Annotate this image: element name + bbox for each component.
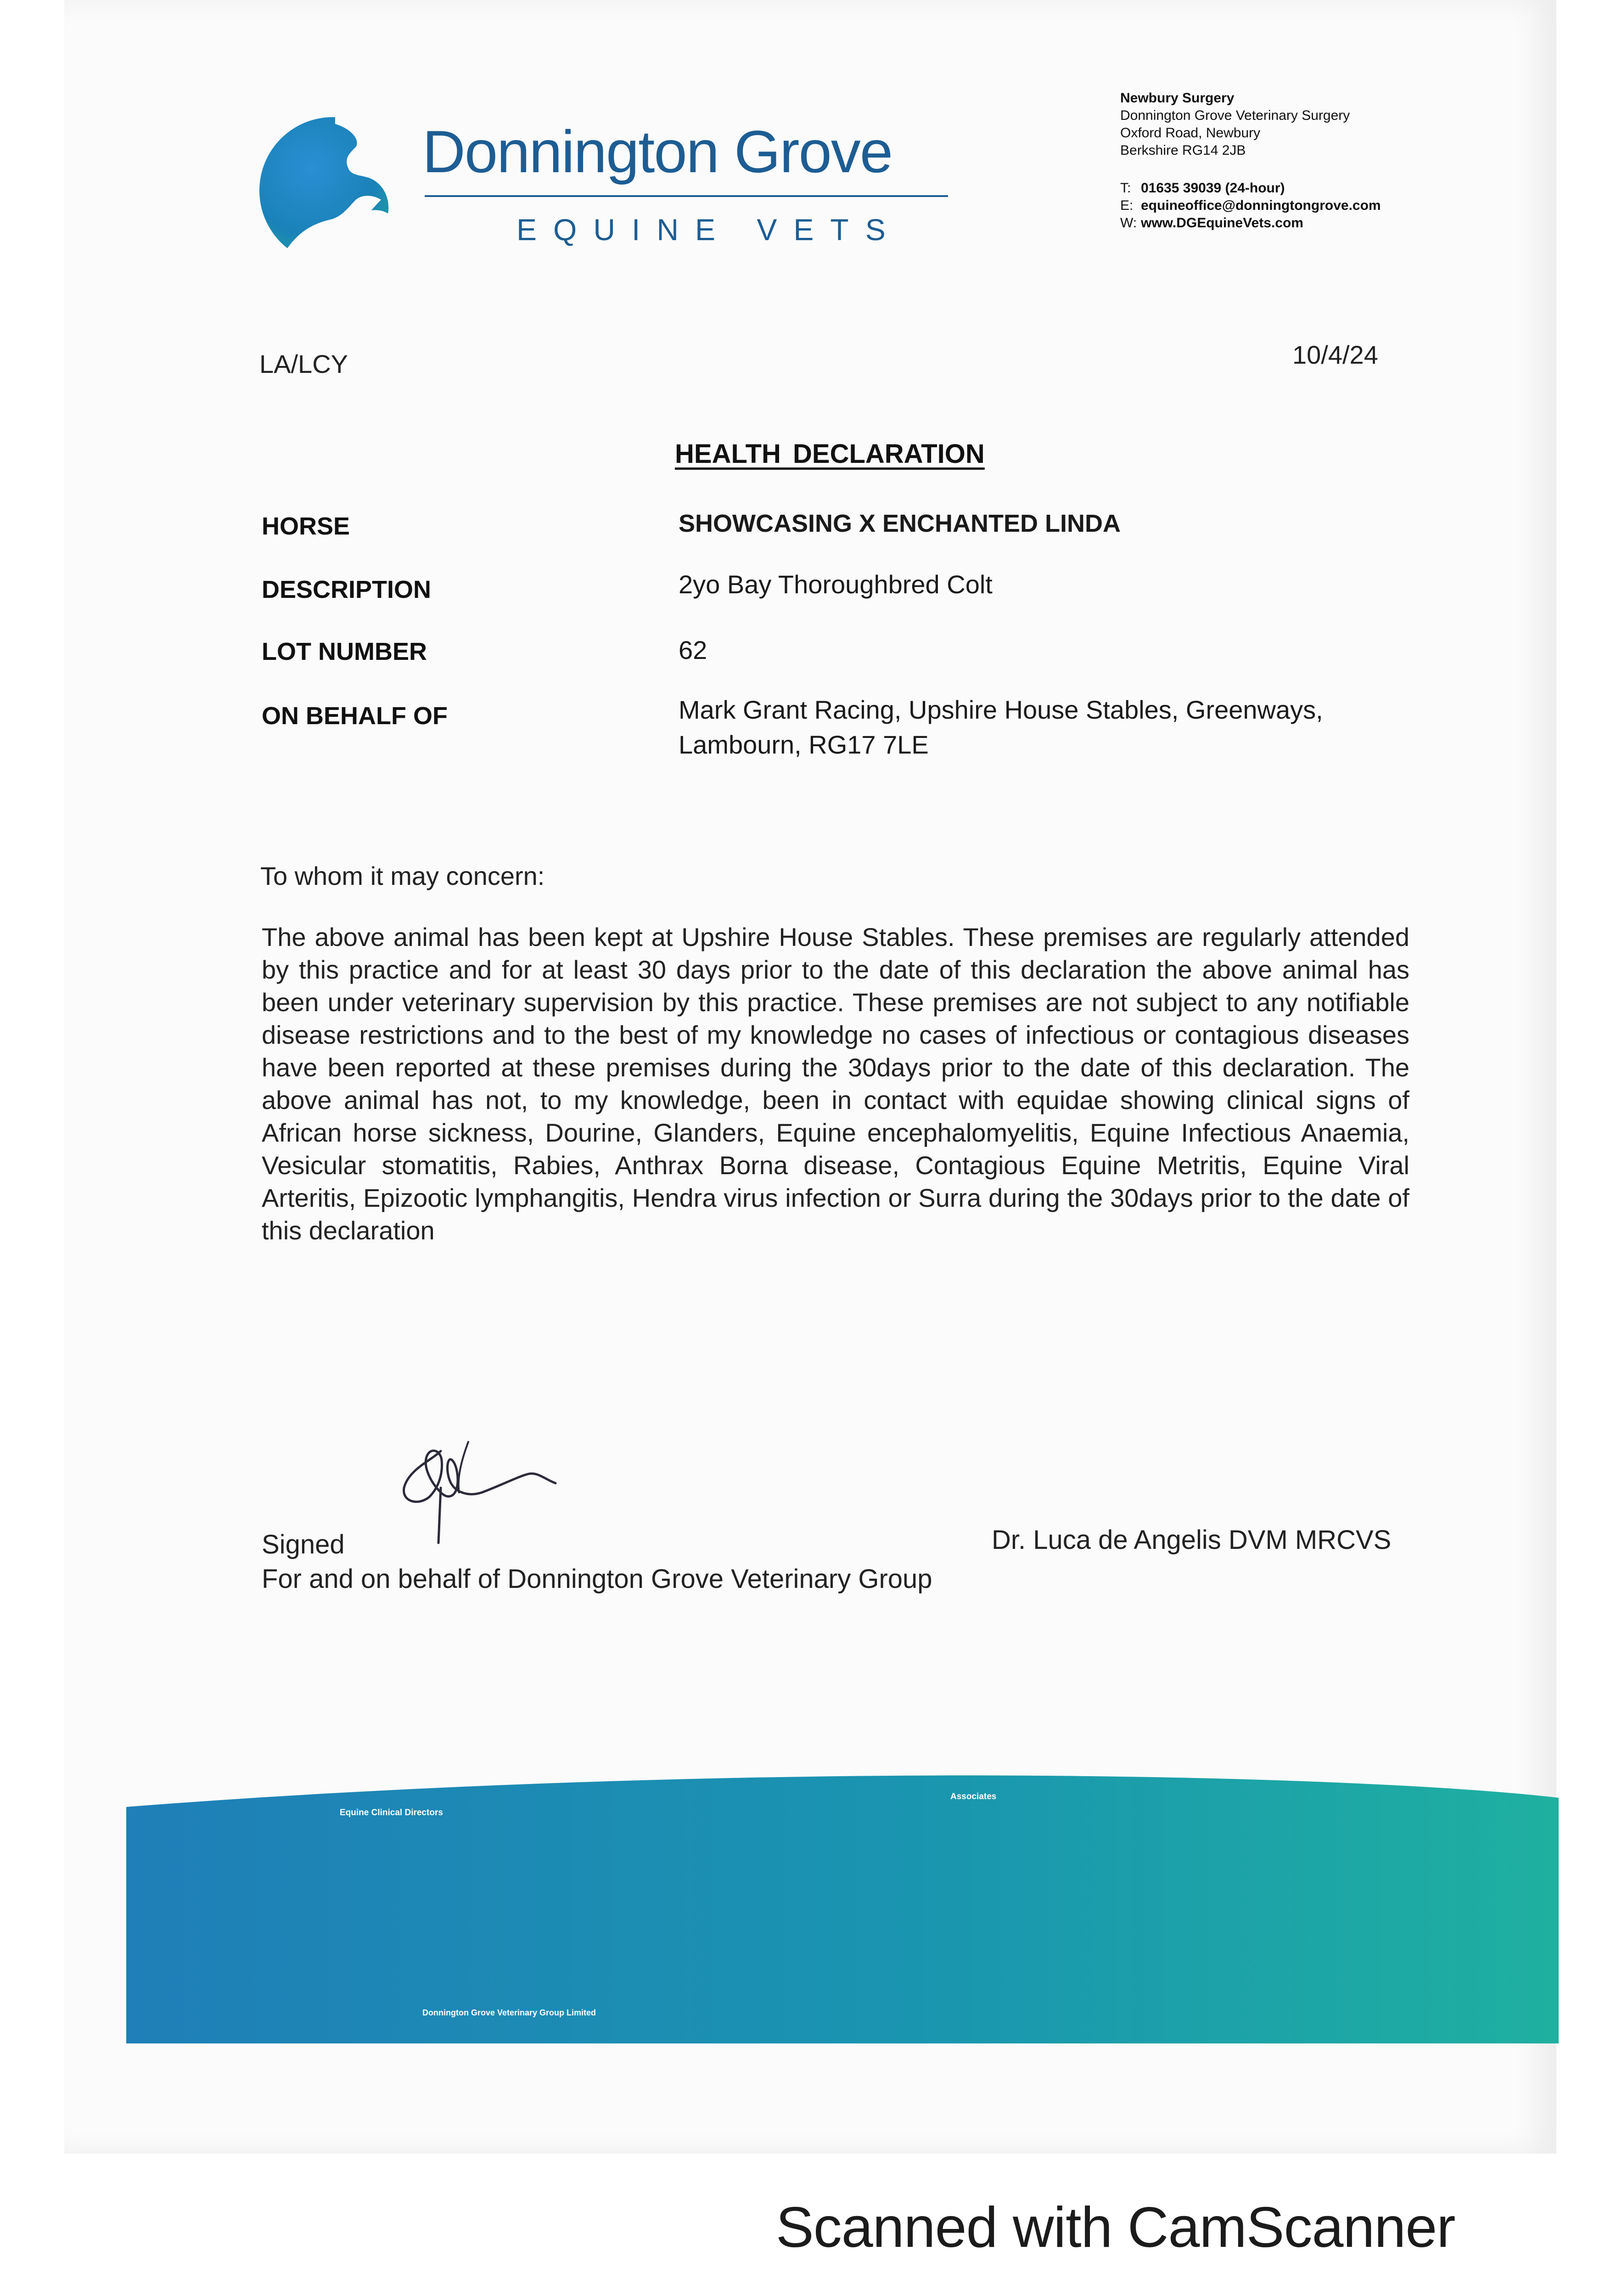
reference-code: LA/LCY [259,349,348,378]
contact-block [1120,90,1533,232]
contact-web[interactable]: www.DGEquineVets.com [1141,215,1303,231]
contact-phone-row [1120,180,1533,197]
signatory-name: Dr. Luca de Angelis DVM MRCVS [992,1525,1392,1555]
horse-head-logo-icon [257,115,409,266]
contact-practice: Donnington Grove Veterinary Surgery [1120,108,1350,123]
document-title: HEALTH DECLARATION [675,439,985,469]
contact-phone[interactable]: 01635 39039 (24-hour) [1141,180,1285,196]
scanner-watermark: Scanned with CamScanner [776,2196,1455,2259]
contact-email[interactable]: equineoffice@donningtongrove.com [1141,198,1381,213]
field-label-horse: HORSE [262,512,350,540]
footer-directors [340,1807,845,1818]
brand-name: Donnington Grove [422,118,892,185]
footer-associates-heading: Associates [950,1792,997,1801]
on-behalf-line: For and on behalf of Donnington Grove Veterinary Group [262,1564,932,1594]
brand-divider [425,195,948,197]
field-value-horse: SHOWCASING X ENCHANTED LINDA [679,510,1121,537]
web-label: W: [1120,215,1137,231]
document-date: 10/4/24 [1292,340,1378,369]
field-label-on-behalf-of: ON BEHALF OF [262,702,448,730]
field-value-lot-number: 62 [679,636,707,664]
contact-county: Berkshire RG14 2JB [1120,143,1246,158]
declaration-body: The above animal has been kept at Upshire House Stables. These premises are regularly attended by this practice and for at least 30 days prior to the date of this declaration the above animal has been under veterinary supervision by this practice. These premises are not subject to any notifiable disease restrictions and to the best of my knowledge no cases of infectious or contagious diseases have been reported at these premises during the 30days prior to the date of this declaration. The above animal has not, to my knowledge, been in contact with equidae showing clinical signs of African horse sickness, Dourine, Glanders, Equine encephalomyelitis, Equine Infectious Anaemia, Vesicular stomatitis, Rabies, Anthrax Borna disease, Contagious Equine Metritis, Equine Viral Arteritis, Epizootic lymphangitis, Hendra virus infection or Surra during the 30days prior to the date of this declaration [262,923,1409,1245]
footer-associates [950,1791,1364,1802]
field-label-lot-number: LOT NUMBER [262,638,427,665]
salutation: To whom it may concern: [260,861,545,890]
signed-label: Signed [262,1530,345,1559]
email-label: E: [1120,198,1134,213]
handwritten-signature-icon [363,1433,574,1552]
contact-email-row [1120,197,1533,214]
contact-web-row [1120,214,1533,232]
field-value-description: 2yo Bay Thoroughbred Colt [679,570,993,599]
contact-road: Oxford Road, Newbury [1120,125,1261,141]
phone-label: T: [1120,180,1131,196]
field-value-on-behalf-of-line2: Lambourn, RG17 7LE [679,730,929,759]
field-label-description: DESCRIPTION [262,576,432,603]
footer-legal [422,2007,1350,2019]
field-value-on-behalf-of-line1: Mark Grant Racing, Upshire House Stables, Greenways, [679,695,1323,724]
brand-subtitle: EQUINE VETS [516,213,902,247]
contact-branch: Newbury Surgery [1120,90,1235,106]
footer-company-name: Donnington Grove Veterinary Group Limited [422,2008,596,2017]
footer-directors-heading: Equine Clinical Directors [340,1808,443,1818]
